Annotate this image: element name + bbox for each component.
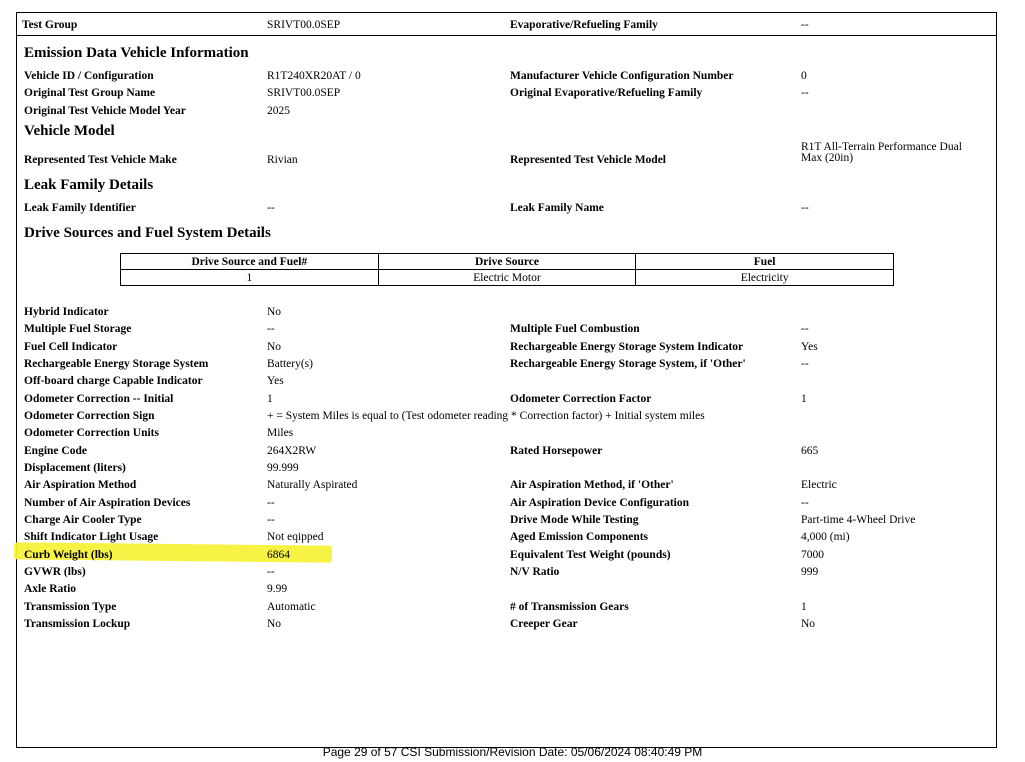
table-cell: Electricity [636, 270, 894, 286]
mfc-value: -- [801, 323, 809, 335]
odo-factor-label: Odometer Correction Factor [510, 393, 652, 405]
nv-ratio-value: 999 [801, 566, 819, 578]
test-group-value: SRIVT00.0SEP [267, 19, 341, 31]
leak-identifier-label: Leak Family Identifier [24, 202, 136, 214]
shift-label: Shift Indicator Light Usage [24, 531, 159, 543]
mfs-label: Multiple Fuel Storage [24, 323, 132, 335]
air-devices-label: Number of Air Aspiration Devices [24, 497, 191, 509]
drive-table-header-row [121, 254, 894, 270]
air-devices-value: -- [267, 497, 275, 509]
header-row [16, 12, 997, 36]
table-cell: Electric Motor [378, 270, 636, 286]
fuel-cell-label: Fuel Cell Indicator [24, 341, 118, 353]
leak-name-label: Leak Family Name [510, 202, 604, 214]
edv-heading: Emission Data Vehicle Information [24, 45, 249, 61]
mfr-config-value: 0 [801, 70, 807, 82]
drive-source-table [120, 253, 894, 286]
shift-value: Not eqipped [267, 531, 324, 543]
air-other-value: Electric [801, 479, 837, 491]
vehicle-id-value: R1T240XR20AT / 0 [267, 70, 361, 82]
model-label: Represented Test Vehicle Model [510, 154, 666, 166]
cooler-label: Charge Air Cooler Type [24, 514, 142, 526]
creeper-label: Creeper Gear [510, 618, 578, 630]
ress-value: Battery(s) [267, 358, 313, 370]
orig-evap-value: -- [801, 87, 809, 99]
air-config-label: Air Aspiration Device Configuration [510, 497, 689, 509]
horsepower-label: Rated Horsepower [510, 445, 603, 457]
orig-test-group-label: Original Test Group Name [24, 87, 156, 99]
odo-sign-value: + = System Miles is equal to (Test odometer reading * Correction factor) + Initial system miles [267, 410, 705, 422]
mfs-value: -- [267, 323, 275, 335]
etw-value: 7000 [801, 549, 824, 561]
curb-weight-label: Curb Weight (lbs) [24, 549, 113, 561]
make-label: Represented Test Vehicle Make [24, 154, 177, 166]
leak-name-value: -- [801, 202, 809, 214]
engine-code-label: Engine Code [24, 445, 87, 457]
leak-heading: Leak Family Details [24, 177, 154, 193]
column-header: Drive Source [378, 254, 636, 270]
table-row [121, 270, 894, 286]
ress-indicator-label: Rechargeable Energy Storage System Indicator [510, 341, 744, 353]
fuel-cell-value: No [267, 341, 282, 353]
evap-family-value: -- [801, 19, 809, 31]
page-footer: Page 29 of 57 CSI Submission/Revision Date: 05/06/2024 08:40:49 PM [322, 745, 703, 759]
table-cell: 1 [121, 270, 379, 286]
orig-model-year-value: 2025 [267, 105, 290, 117]
gvwr-label: GVWR (lbs) [24, 566, 86, 578]
hybrid-label: Hybrid Indicator [24, 306, 109, 318]
model-value: R1T All-Terrain Performance Dual Max (20in) [801, 141, 962, 164]
vehicle-model-heading: Vehicle Model [24, 123, 115, 139]
ress-other-value: -- [801, 358, 809, 370]
axle-ratio-value: 9.99 [267, 583, 288, 595]
test-group-label: Test Group [22, 19, 78, 31]
odo-units-value: Miles [267, 427, 294, 439]
gears-value: 1 [801, 601, 807, 613]
odo-initial-value: 1 [267, 393, 273, 405]
horsepower-value: 665 [801, 445, 819, 457]
lockup-value: No [267, 618, 282, 630]
nv-ratio-label: N/V Ratio [510, 566, 560, 578]
air-config-value: -- [801, 497, 809, 509]
mfc-label: Multiple Fuel Combustion [510, 323, 640, 335]
column-header: Fuel [636, 254, 894, 270]
air-other-label: Air Aspiration Method, if 'Other' [510, 479, 674, 491]
curb-weight-value: 6864 [267, 549, 290, 561]
odo-units-label: Odometer Correction Units [24, 427, 159, 439]
make-value: Rivian [267, 154, 298, 166]
orig-evap-label: Original Evaporative/Refueling Family [510, 87, 703, 99]
drive-heading: Drive Sources and Fuel System Details [24, 225, 271, 241]
mfr-config-label: Manufacturer Vehicle Configuration Number [510, 70, 734, 82]
etw-label: Equivalent Test Weight (pounds) [510, 549, 671, 561]
odo-sign-label: Odometer Correction Sign [24, 410, 155, 422]
gears-label: # of Transmission Gears [510, 601, 629, 613]
aged-value: 4,000 (mi) [801, 531, 850, 543]
displacement-value: 99.999 [267, 462, 299, 474]
air-method-label: Air Aspiration Method [24, 479, 137, 491]
drive-mode-label: Drive Mode While Testing [510, 514, 639, 526]
drive-mode-value: Part-time 4-Wheel Drive [801, 514, 916, 526]
engine-code-value: 264X2RW [267, 445, 317, 457]
trans-type-value: Automatic [267, 601, 316, 613]
ress-other-label: Rechargeable Energy Storage System, if 'Other' [510, 358, 746, 370]
lockup-label: Transmission Lockup [24, 618, 131, 630]
vehicle-id-label: Vehicle ID / Configuration [24, 70, 154, 82]
ress-label: Rechargeable Energy Storage System [24, 358, 209, 370]
leak-identifier-value: -- [267, 202, 275, 214]
odo-initial-label: Odometer Correction -- Initial [24, 393, 174, 405]
ress-indicator-value: Yes [801, 341, 818, 353]
evap-family-label: Evaporative/Refueling Family [510, 19, 658, 31]
trans-type-label: Transmission Type [24, 601, 117, 613]
orig-test-group-value: SRIVT00.0SEP [267, 87, 341, 99]
column-header: Drive Source and Fuel# [121, 254, 379, 270]
aged-label: Aged Emission Components [510, 531, 649, 543]
air-method-value: Naturally Aspirated [267, 479, 358, 491]
odo-factor-value: 1 [801, 393, 807, 405]
orig-model-year-label: Original Test Vehicle Model Year [24, 105, 186, 117]
displacement-label: Displacement (liters) [24, 462, 126, 474]
axle-ratio-label: Axle Ratio [24, 583, 77, 595]
cooler-value: -- [267, 514, 275, 526]
offboard-label: Off-board charge Capable Indicator [24, 375, 203, 387]
gvwr-value: -- [267, 566, 275, 578]
offboard-value: Yes [267, 375, 284, 387]
hybrid-value: No [267, 306, 282, 318]
creeper-value: No [801, 618, 816, 630]
